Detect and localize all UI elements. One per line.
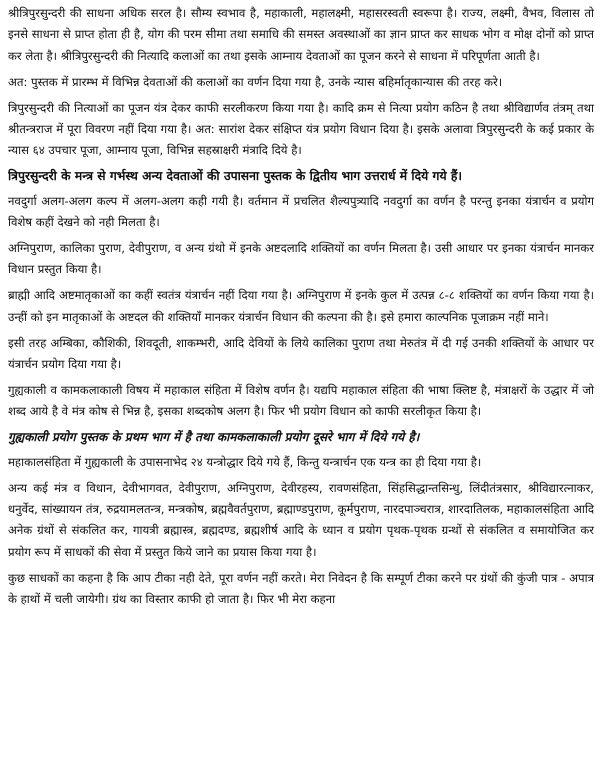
paragraph-ashtamatrika: ब्राह्मी आदि अष्टमातृकाओं का कहीं स्वतंत्र यंत्रार्चन नहीं दिया गया है। अग्निपुराण में इनके कुल में उत्पन्न ८-८ शक्तियों का वर्णन किया गया है। उन्हीं को इन मातृकाओं के अष्टदल की शक्तियाँ मानकर यंत्रार्चन विधान की कल्पना की है। इसे हमारा काल्पनिक पूजाक्रम नहीं माने। <box>8 288 594 324</box>
paragraph-ambika: इसी तरह अम्बिका, कौशिकी, शिवदूती, शाकम्भरी, आदि देवियों के लिये कालिका पुराण तथा मेरुतंत्र में दी गई उनकी शक्तियों के आधार पर यंत्रार्चन प्रयोग दिया गया है। <box>8 335 594 372</box>
paragraph-guhyakali: गुह्यकाली व कामकलाकाली विषय में महाकाल संहिता में विशेष वर्णन है। यद्यपि महाकाल संहिता की भाषा क्लिष्ट है, मंत्राक्षरों के उद्धार में जो शब्द आये है वे मंत्र कोष से भिन्न है, इसका शब्दकोष अलग है। फिर भी प्रयोग विधान को काफी सरलीकृत किया है। <box>8 383 594 419</box>
heading-second-part: त्रिपुरसुन्दरी के मन्त्र से गर्भस्थ अन्य देवताओं की उपासना पुस्तक के द्वितीय भाग उत्तरार्ध में दिये गये हैं। <box>8 169 463 184</box>
heading-first-part: गुह्यकाली प्रयोग पुस्तक के प्रथम भाग में है तथा कामकलाकाली प्रयोग दूसरे भाग में दिये गये है। <box>8 430 420 445</box>
paragraph-tika: कुछ साधकों का कहना है कि आप टीका नही देते, पूरा वर्णन नहीं करते। मेरा निवेदन है कि सम्पूर्ण टीका करने पर ग्रंथों की कुंजी पात्र - अपात्र के हाथों में चली जायेगी। ग्रंथ का विस्तार काफी हो जाता है। फिर भी मेरा कहना <box>8 570 594 607</box>
paragraph-sources: अन्य कई मंत्र व विधान, देवीभागवत, देवीपुराण, अग्निपुराण, देवीरहस्य, रावणसंहिता, सिंहसिद्धान्तसिन्धु, लिंदीतंत्रसार, श्रीविद्यारत्नाकर, धनुर्वेद, सांख्यायन तंत्र, रुद्रयामलतन्त्र, मन्त्रकोष, ब्रह्मवैवर्तपुराण, ब्रह्माण्डपुराण, कूर्मपुराण, नारदपाञ्चरात्र, शारदातिलक, महाकालसंहिता आदि अनेक ग्रंथों से संकलित कर, गायत्री ब्रह्मास्त्र, ब्रह्मदण्ड, ब्रह्मशीर्ष आदि के ध्यान व प्रयोग पृथक-पृथक ग्रन्थों से संकलित व समायोजित कर प्रयोग रूप में साधकों की सेवा में प्रस्तुत किये जाने का प्रयास किया गया है। <box>8 480 594 559</box>
paragraph-agnipurana: अग्निपुराण, कालिका पुराण, देवीपुराण, व अन्य ग्रंथो में इनके अष्टदलादि शक्तियों का वर्णन मिलता है। उसी आधार पर इनका यंत्रार्चन मानकर विधान प्रस्तुत किया है। <box>8 241 594 277</box>
paragraph-kala-varnan: अत: पुस्तक में प्रारम्भ में विभिन्न देवताओं की कलाओं का वर्णन दिया गया है, उनके न्यास बहिर्मातृकान्यास की तरह करे। <box>8 74 503 89</box>
paragraph-mahakalasamhita: महाकालसंहिता में गुह्यकाली के उपासनाभेद २४ यन्त्रोद्धार दिये गये हैं, किन्तु यन्त्रार्चन एक यन्त्र का ही दिया गया है। <box>8 454 482 469</box>
paragraph-nitya-pujan: त्रिपुरसुन्दरी की नित्याओं का पूजन यंत्र देकर काफी सरलीकरण किया गया है। कादि क्रम से नित्या प्रयोग कठिन है तथा श्रीविद्यार्णव तंत्रम् तथा श्रीतन्त्रराज में पूरा विवरण नहीं दिया गया है। अत: सारांश देकर संक्षिप्त यंत्र प्रयोग विधान दिया है। इसके अलावा त्रिपुरसुन्दरी के कई प्रकार के न्यास ६४ उपचार पूजा, आम्नाय पूजा, विभिन्न सहस्राक्षरी मंत्रादि दिये है। <box>8 100 594 158</box>
paragraph-tripurasundari-sadhana: श्रीत्रिपुरसुन्दरी की साधना अधिक सरल है। सौम्य स्वभाव है, महाकाली, महालक्ष्मी, महासरस्वती स्वरूपा है। राज्य, लक्ष्मी, वैभव, विलास तो इनसे साधना से प्राप्त होता ही है, योग की परम सीमा तथा समाधि की समस्त अवस्थाओं का ज्ञान प्राप्त कर साधक भोग व मोक्ष दोनों को प्राप्त कर लेता है। श्रीत्रिपुरसुन्दरी की नित्यादि कलाओं का तथा इसके आम्नाय देवताओं का पूजन करने से साधना में परिपूर्णता आती है। <box>8 6 594 63</box>
paragraph-navadurga: नवदुर्गा अलग-अलग कल्प में अलग-अलग कही गयी है। वर्तमान में प्रचलित शैल्यपुत्र्यादि नवदुर्गा का वर्णन है परन्तु इनका यंत्रार्चन व प्रयोग विशेष कहीं देखने को नही मिलता है। <box>8 193 594 230</box>
